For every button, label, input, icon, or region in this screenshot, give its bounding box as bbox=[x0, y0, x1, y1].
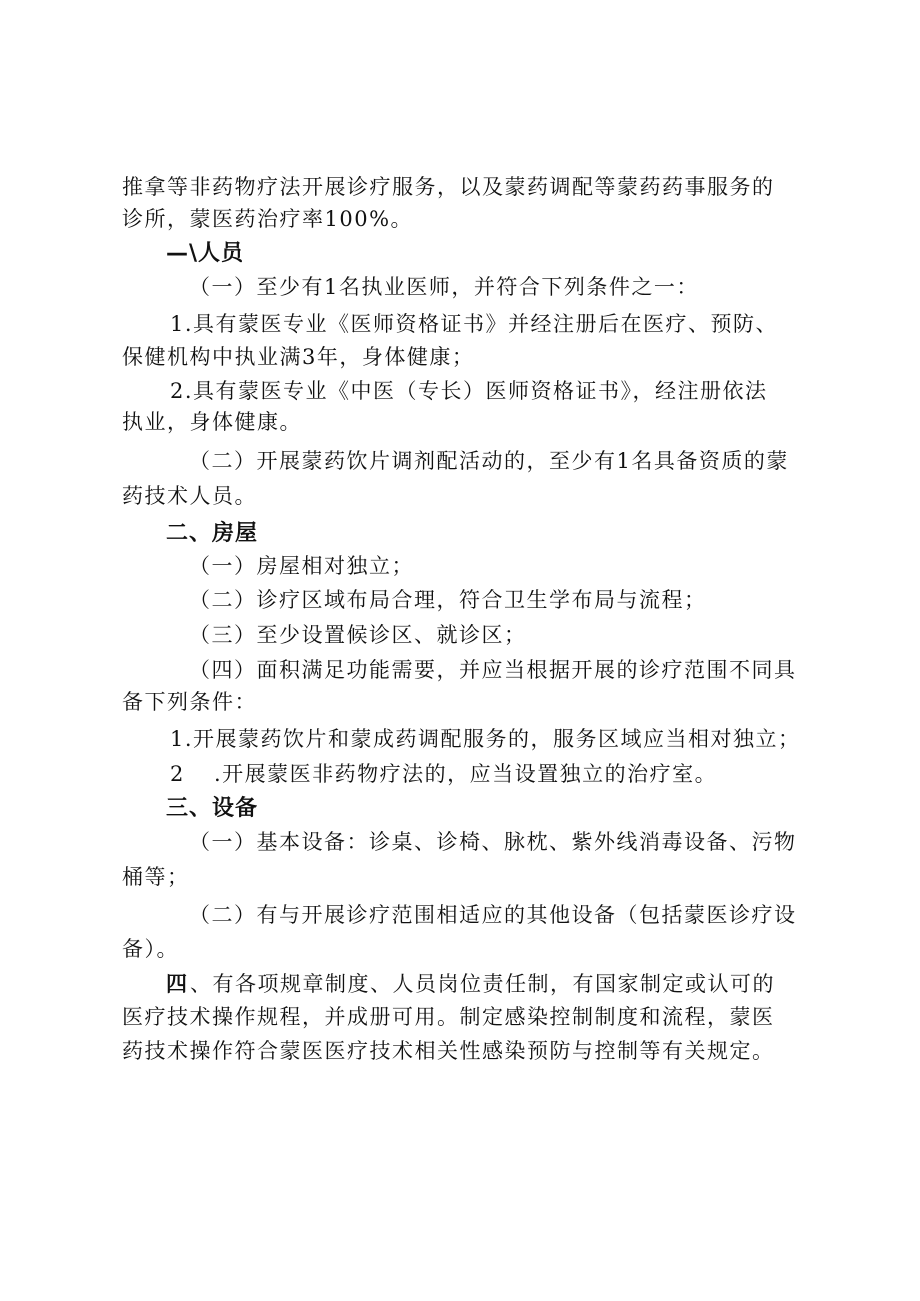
premises-condition-2-text: .开展蒙医非药物疗法的，应当设置独立的治疗室。 bbox=[214, 762, 718, 786]
continued-line-1: 推拿等非药物疗法开展诊疗服务，以及蒙药调配等蒙药药事服务的 bbox=[122, 175, 775, 199]
section-heading-personnel: —\人员 bbox=[166, 241, 245, 266]
personnel-item-1: （一）至少有1名执业医师，并符合下列条件之一： bbox=[189, 275, 699, 299]
personnel-condition-1-line-1: 1.具有蒙医专业《医师资格证书》并经注册后在医疗、预防、 bbox=[170, 312, 779, 336]
section-heading-premises: 二、房屋 bbox=[166, 521, 259, 546]
premises-item-4-line-2: 备下列条件： bbox=[122, 690, 257, 714]
equipment-item-1-line-2: 桶等； bbox=[122, 865, 190, 889]
rules-line-2: 医疗技术操作规程，并成册可用。制定感染控制制度和流程，蒙医 bbox=[122, 1005, 775, 1029]
rules-line-3: 药技术操作符合蒙医医疗技术相关性感染预防与控制等有关规定。 bbox=[122, 1039, 775, 1063]
personnel-item-2-line-2: 药技术人员。 bbox=[122, 484, 257, 508]
equipment-item-2-line-1: （二）有与开展诊疗范围相适应的其他设备（包括蒙医诊疗设 bbox=[189, 903, 797, 927]
premises-condition-2-number: 2 bbox=[170, 762, 185, 786]
section-heading-rules-mark: 四 bbox=[166, 972, 189, 996]
equipment-item-2-line-2: 备）。 bbox=[122, 937, 179, 961]
premises-condition-1: 1.开展蒙药饮片和蒙成药调配服务的，服务区域应当相对独立； bbox=[170, 727, 801, 751]
premises-item-2: （二）诊疗区域布局合理，符合卫生学布局与流程； bbox=[189, 588, 707, 612]
personnel-item-2-line-1: （二）开展蒙药饮片调剂配活动的，至少有1名具备资质的蒙 bbox=[189, 449, 789, 473]
equipment-item-1-line-1: （一）基本设备：诊桌、诊椅、脉枕、紫外线消毒设备、污物 bbox=[189, 830, 797, 854]
premises-item-1: （一）房屋相对独立； bbox=[189, 554, 414, 578]
personnel-condition-2-line-1: 2.具有蒙医专业《中医（专长）医师资格证书》，经注册依法 bbox=[170, 379, 768, 403]
personnel-condition-2-line-2: 执业，身体健康。 bbox=[122, 410, 302, 434]
personnel-condition-1-line-2: 保健机构中执业满3年，身体健康； bbox=[122, 345, 475, 369]
section-heading-equipment: 三、设备 bbox=[166, 796, 259, 821]
rules-line-1: 、有各项规章制度、人员岗位责任制，有国家制定或认可的 bbox=[190, 972, 775, 996]
premises-item-4-line-1: （四）面积满足功能需要，并应当根据开展的诊疗范围不同具 bbox=[189, 658, 797, 682]
continued-line-2: 诊所，蒙医药治疗率100%。 bbox=[122, 207, 414, 231]
premises-item-3: （三）至少设置候诊区、就诊区； bbox=[189, 623, 527, 647]
